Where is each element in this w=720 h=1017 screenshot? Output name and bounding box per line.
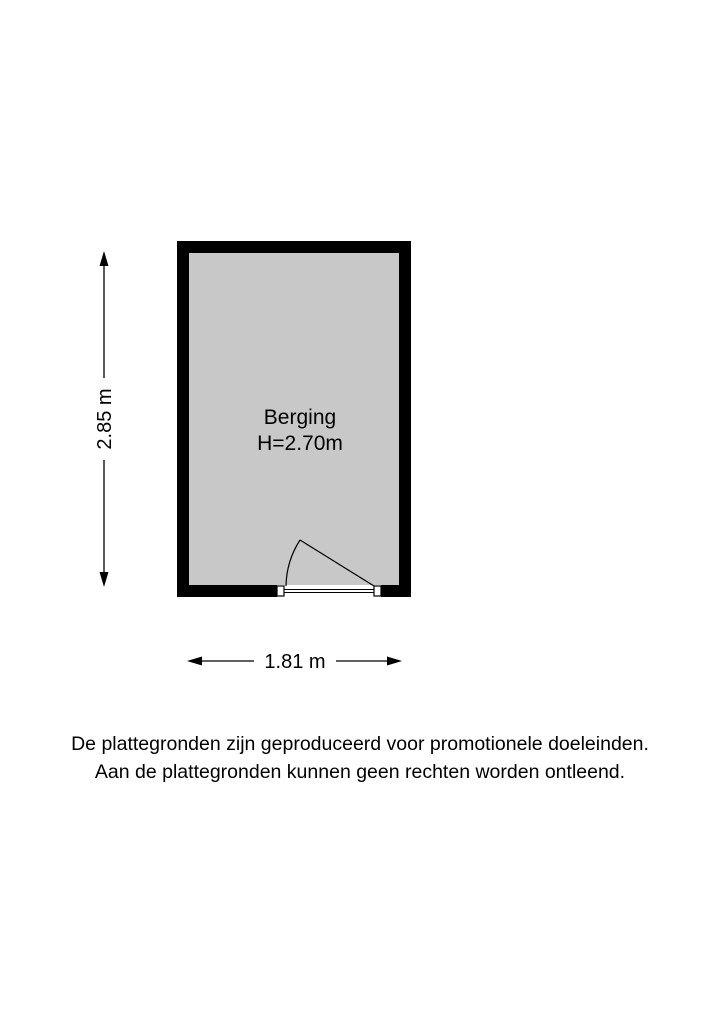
disclaimer-line-1: De plattegronden zijn geproduceerd voor promotionele doeleinden.	[71, 733, 649, 755]
room-name: Berging	[263, 406, 337, 429]
depth-dimension	[94, 251, 116, 587]
disclaimer	[0, 730, 720, 786]
arrow-left-icon	[187, 657, 202, 666]
depth-label: 2.85 m	[94, 388, 116, 450]
width-label: 1.81 m	[264, 651, 326, 673]
width-dimension	[187, 651, 402, 673]
arrow-up-icon	[100, 251, 109, 266]
arrow-right-icon	[387, 657, 402, 666]
disclaimer-line-2: Aan de plattegronden kunnen geen rechten worden ontleend.	[94, 761, 626, 783]
room-height: H=2.70m	[257, 432, 343, 455]
arrow-down-icon	[100, 572, 109, 587]
